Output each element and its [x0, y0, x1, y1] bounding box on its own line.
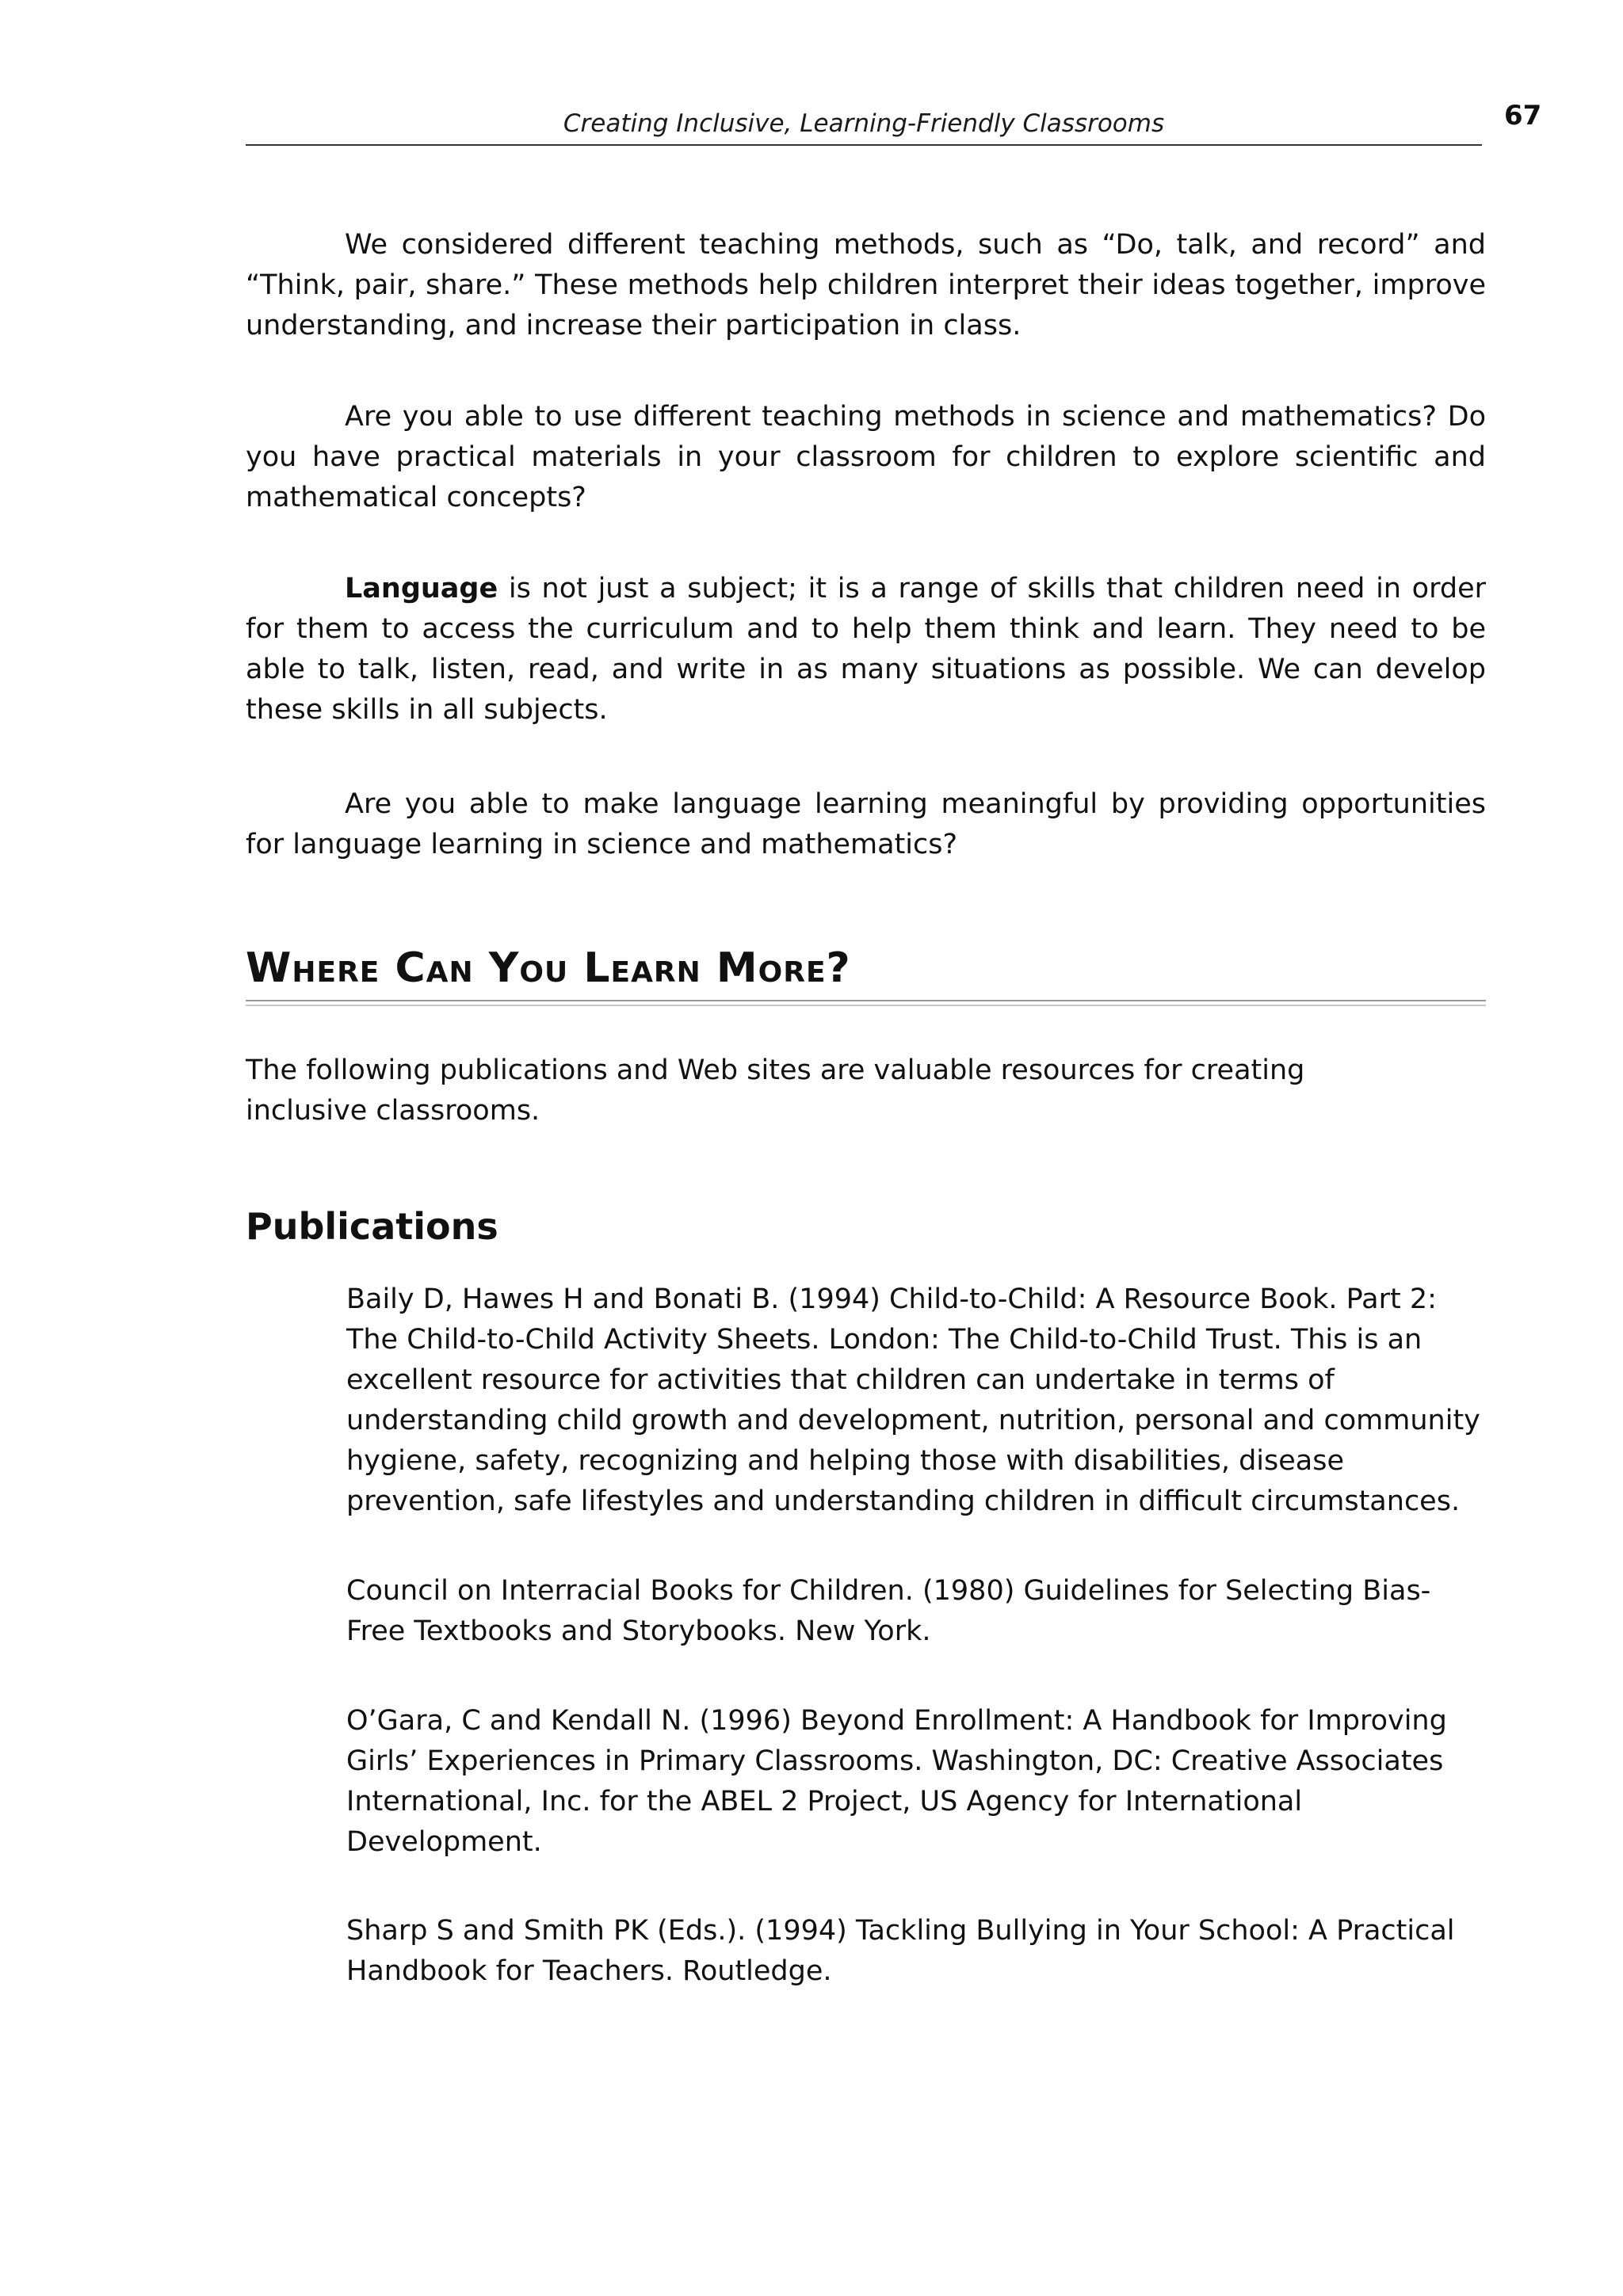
- reference-entry: Baily D, Hawes H and Bonati B. (1994) Child-to-Child: A Resource Book. Part 2: The Child-to-Child Activity Sheets. London: The Child-to-Child Trust. This is an excellent resource for activities that children can undertake in terms of understanding child growth and development, nutrition, personal and community hygiene, safety, recognizing and helping those with disabilities, disease prevention, safe lifestyles and understanding children in difficult circumstances.: [346, 1283, 1480, 1517]
- section-rule: [246, 1000, 1486, 1006]
- page-number: 67: [1504, 100, 1542, 132]
- body-paragraph: [246, 397, 1486, 518]
- paragraph-text: is not just a subject; it is a range of skills that children need in order for them to access the curriculum and to help them think and learn. They need to be able to talk, listen, read, and write in as many situations as possible. We can develop these skills in all subjects.: [246, 573, 1486, 726]
- section-heading: Where Can You Learn More?: [246, 944, 851, 992]
- running-header: Creating Inclusive, Learning-Friendly Classrooms: [563, 109, 1165, 138]
- bold-term: Language: [345, 573, 498, 605]
- section-intro: The following publications and Web sites are valuable resources for creating inclusive classrooms.: [246, 1055, 1305, 1127]
- body-paragraph: [246, 784, 1486, 865]
- reference-entry: Council on Interracial Books for Children. (1980) Guidelines for Selecting Bias-Free Textbooks and Storybooks. New York.: [346, 1575, 1431, 1647]
- paragraph-text: Are you able to make language learning meaningful by providing opportunities for language learning in science and mathematics?: [246, 788, 1486, 860]
- paragraph-text: We considered different teaching methods, such as “Do, talk, and record” and “Think, pair, share.” These methods help children interpret their ideas together, improve understanding, and increase their participation in class.: [246, 229, 1486, 341]
- reference-entry: O’Gara, C and Kendall N. (1996) Beyond Enrollment: A Handbook for Improving Girls’ Experiences in Primary Classrooms. Washington, DC: Creative Associates International, Inc. for the ABEL 2 Project, US Agency for International Development.: [346, 1705, 1447, 1858]
- publications-heading: Publications: [246, 1205, 498, 1248]
- body-paragraph: [246, 569, 1486, 730]
- reference-entry: Sharp S and Smith PK (Eds.). (1994) Tackling Bullying in Your School: A Practical Handbook for Teachers. Routledge.: [346, 1915, 1455, 1987]
- paragraph-text: Are you able to use different teaching methods in science and mathematics? Do you have practical materials in your classroom for children to explore scientific and mathematical concepts?: [246, 401, 1486, 513]
- header-rule: [246, 144, 1482, 146]
- body-paragraph: [246, 225, 1486, 346]
